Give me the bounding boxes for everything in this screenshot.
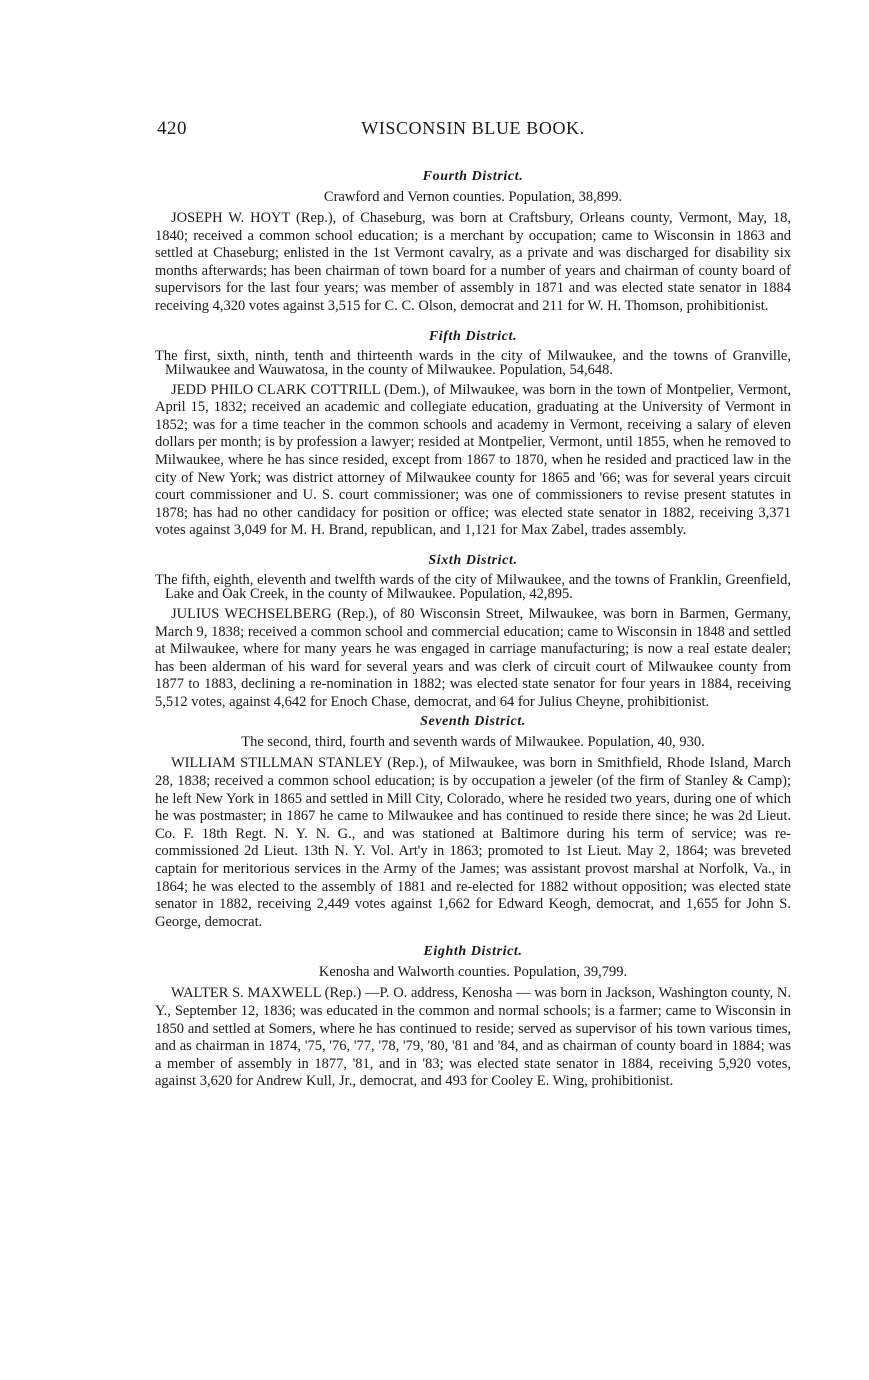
senator-biography: WILLIAM STILLMAN STANLEY (Rep.), of Milwaukee, was born in Smithfield, Rhode Island, March 28, 1838; received a common school education; is by occupation a jeweler (of the firm of Stanley & Camp); he left New York in 1865 and settled in Mill City, Colorado, where he resided two years, during one of which he was postmaster; in 1867 he came to Milwaukee and has continued to reside there since; he was 2d Lieut. Co. F. 18th Regt. N. Y. N. G., and was stationed at Baltimore during his term of service; was re-commissioned 2d Lieut. 13th N. Y. Vol. Art'y in 1863; promoted to 1st Lieut. May 2, 1864; was breveted captain for meritorious services in the Army of the James; was assistant provost marshal at Norfolk, Va., in 1864; he was elected to the assembly of 1881 and re-elected for 1882 without opposition; was elected state senator in 1882, receiving 2,449 votes against 1,662 for Edward Keogh, democrat, and 1,655 for John S. George, democrat. <box>155 755 791 930</box>
district-description: The second, third, fourth and seventh wards of Milwaukee. Population, 40, 930. <box>241 734 705 751</box>
senator-biography: JEDD PHILO CLARK COTTRILL (Dem.), of Milwaukee, was born in the town of Montpelier, Vermont, April 15, 1832; received an academic and collegiate education, graduating at the University of Vermont in 1852; was for a time teacher in the common schools and academy in Vermont, receiving a salary of eleven dollars per month; is by profession a lawyer; resided at Montpelier, Vermont, until 1855, when he removed to Milwaukee, where he has since resided, except from 1867 to 1870, when he resided and practiced law in the city of New York; was district attorney of Milwaukee county for 1865 and '66; was for several years circuit court commissioner and U. S. court commissioner; was one of commissioners to revise present statutes in 1878; has had no other candidacy for position or office; was elected state senator in 1882, receiving 3,371 votes against 3,049 for M. H. Brand, republican, and 1,121 for Max Zabel, trades assembly. <box>155 381 791 539</box>
page-number: 420 <box>157 118 187 139</box>
district-heading: Fourth District. <box>422 169 524 184</box>
running-header <box>155 118 791 142</box>
district-heading: Sixth District. <box>428 552 518 568</box>
district-section-seventh <box>155 713 791 931</box>
book-title: WISCONSIN BLUE BOOK. <box>361 118 585 138</box>
book-page <box>155 118 791 1093</box>
district-section-eighth <box>155 943 791 1091</box>
senator-biography: JOSEPH W. HOYT (Rep.), of Chaseburg, was born at Craftsbury, Orleans county, Vermont, May, 18, 1840; received a common school education; is a merchant by occupation; came to Wisconsin in 1863 and settled at Chaseburg; enlisted in the 1st Vermont cavalry, as a private and was discharged for disability six months afterwards; has been chairman of town board for a number of years and chairman of county board of supervisors for the last four years; was member of assembly in 1871 and was elected state senator in 1884 receiving 4,320 votes against 3,515 for C. C. Olson, democrat and 211 for W. H. Thomson, prohibitionist. <box>155 210 791 314</box>
district-heading: Eighth District. <box>423 944 523 960</box>
district-heading: Seventh District. <box>420 714 526 730</box>
district-section-fourth <box>155 168 791 316</box>
district-description: The first, sixth, ninth, tenth and thirteenth wards in the city of Milwaukee, and the towns of Granville, Milwaukee and Wauwatosa, in the county of Milwaukee. Population, 54,648. <box>155 347 791 378</box>
senator-biography: WALTER S. MAXWELL (Rep.) —P. O. address, Kenosha — was born in Jackson, Washington county, N. Y., September 12, 1836; was educated in the common and normal schools; is a farmer; came to Wisconsin in 1850 and settled at Somers, where he has continued to reside; served as supervisor of his town various times, and as chairman in 1874, '75, '76, '77, '78, '79, '80, '81 and '84, and as chairman of county board in 1884; was a member of assembly in 1877, '81, and in '83; was elected state senator in 1884, receiving 5,920 votes, against 3,620 for Andrew Kull, Jr., democrat, and 493 for Cooley E. Wing, prohibitionist. <box>155 985 791 1090</box>
senator-biography: JULIUS WECHSELBERG (Rep.), of 80 Wisconsin Street, Milwaukee, was born in Barmen, Germany, March 9, 1838; received a common school and commercial education; came to Wisconsin in 1848 and settled at Milwaukee, where for many years he was engaged in carriage manufacturing; is now a real estate dealer; has been alderman of his ward for several years and was clerk of circuit court of Milwaukee county from 1877 to 1883, declining a re-nomination in 1882; was elected state senator for four years in 1884, receiving 5,512 votes, against 4,642 for Enoch Chase, democrat, and 64 for Julius Cheyne, prohibitionist. <box>155 605 791 710</box>
district-heading: Fifth District. <box>428 328 518 344</box>
district-description: Kenosha and Walworth counties. Population, 39,799. <box>318 964 628 981</box>
district-description: Crawford and Vernon counties. Population, 38,899. <box>323 189 623 205</box>
district-section-fifth <box>155 328 791 540</box>
district-section-sixth <box>155 552 791 712</box>
district-description: The fifth, eighth, eleventh and twelfth wards of the city of Milwaukee, and the towns of Franklin, Greenfield, Lake and Oak Creek, in the county of Milwaukee. Population, 42,895. <box>155 571 791 602</box>
